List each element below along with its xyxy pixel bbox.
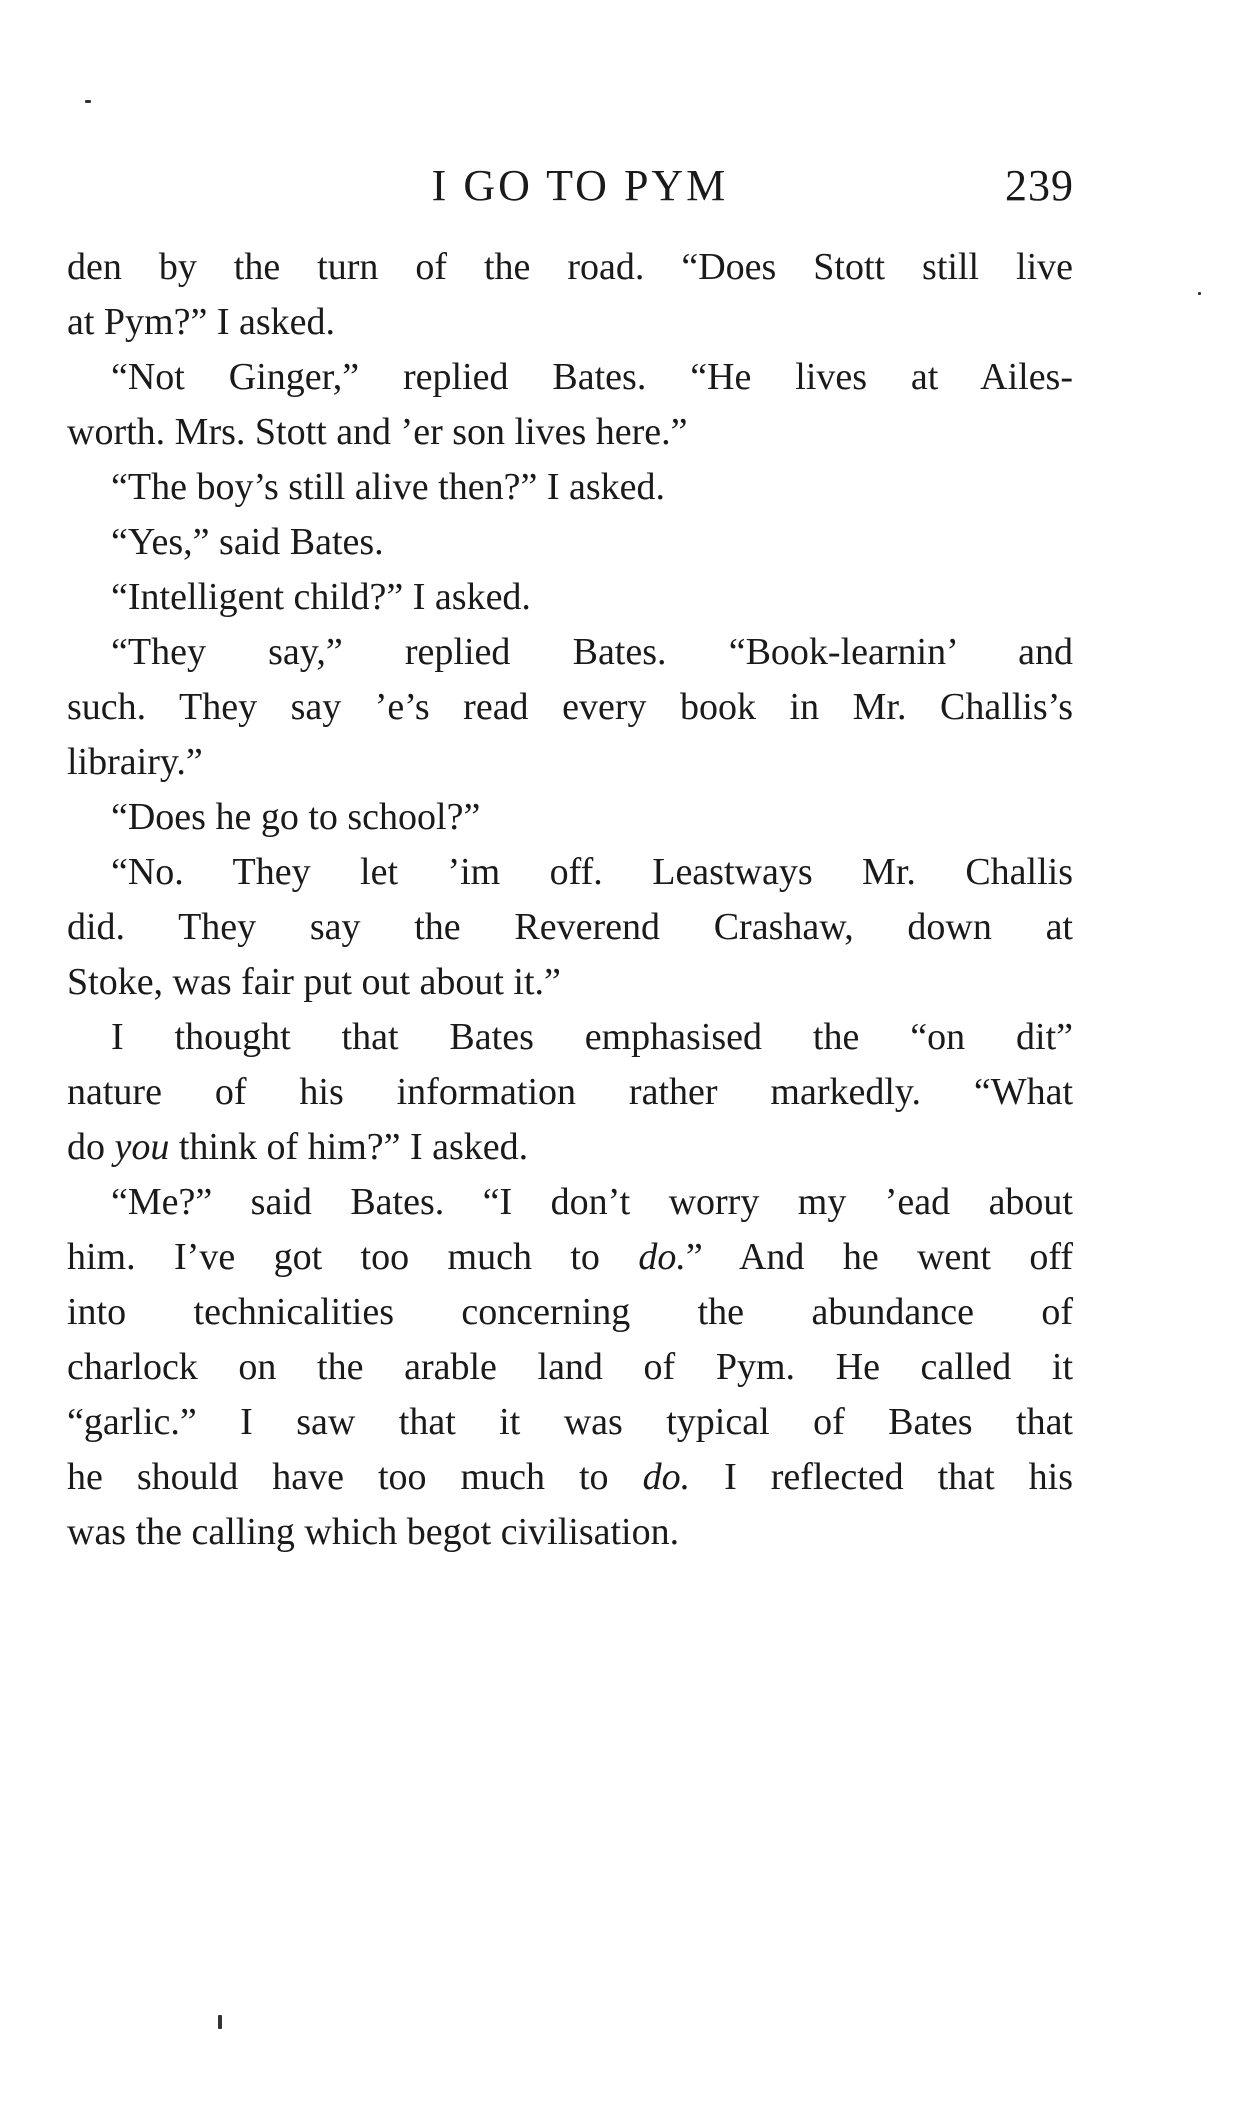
text-line: “The boy’s still alive then?” I asked. [111, 466, 665, 508]
text-line: into technicalities concerning the abundance of [67, 1291, 1073, 1333]
running-title: I GO TO PYM [431, 161, 729, 210]
text-line: “They say,” replied Bates. “Book-learnin’ and [111, 631, 1073, 673]
text-line: “garlic.” I saw that it was typical of Bates that [67, 1401, 1073, 1443]
text-line [67, 1120, 1073, 1175]
text-line: “No. They let ’im off. Leastways Mr. Challis [111, 851, 1073, 893]
text-run: him. I’ve got too much to [67, 1236, 639, 1278]
text-line: librairy.” [67, 741, 203, 783]
text-line: “Yes,” said Bates. [111, 521, 384, 563]
text-line: was the calling which begot civilisation. [67, 1511, 680, 1553]
text-line [67, 1450, 1073, 1505]
text-line: charlock on the arable land of Pym. He called it [67, 1346, 1073, 1388]
text-line: I thought that Bates emphasised the “on dit” [111, 1016, 1073, 1058]
text-line: worth. Mrs. Stott and ’er son lives here.” [67, 411, 688, 453]
text-line: did. They say the Reverend Crashaw, down at [67, 906, 1073, 948]
text-line: “Not Ginger,” replied Bates. “He lives at Ailes- [111, 356, 1073, 398]
print-speck [218, 2015, 222, 2029]
text-run: do [67, 1126, 115, 1168]
text-line: “Does he go to school?” [111, 796, 481, 838]
body-text [67, 240, 1073, 1560]
page-number: 239 [1005, 161, 1074, 210]
text-line: “Me?” said Bates. “I don’t worry my ’ead about [111, 1181, 1073, 1223]
italic-run: do. [642, 1456, 691, 1498]
text-run: think of him?” I asked. [169, 1126, 529, 1168]
text-line: at Pym?” I asked. [67, 301, 336, 343]
print-speck [1198, 292, 1201, 295]
text-line: den by the turn of the road. “Does Stott still live [67, 246, 1073, 288]
text-run: ” And he went off [685, 1236, 1073, 1278]
text-line: nature of his information rather markedly. “What [67, 1071, 1073, 1113]
text-line: “Intelligent child?” I asked. [111, 576, 531, 618]
text-line: such. They say ’e’s read every book in Mr. Challis’s [67, 686, 1073, 728]
text-run: he should have too much to [67, 1456, 643, 1498]
print-speck [85, 100, 91, 103]
italic-run: do. [638, 1236, 686, 1278]
text-line: Stoke, was fair put out about it.” [67, 961, 561, 1003]
text-run: I reflected that his [690, 1456, 1074, 1498]
running-head [0, 160, 1244, 220]
text-line [67, 1230, 1073, 1285]
italic-run: you [114, 1126, 170, 1168]
